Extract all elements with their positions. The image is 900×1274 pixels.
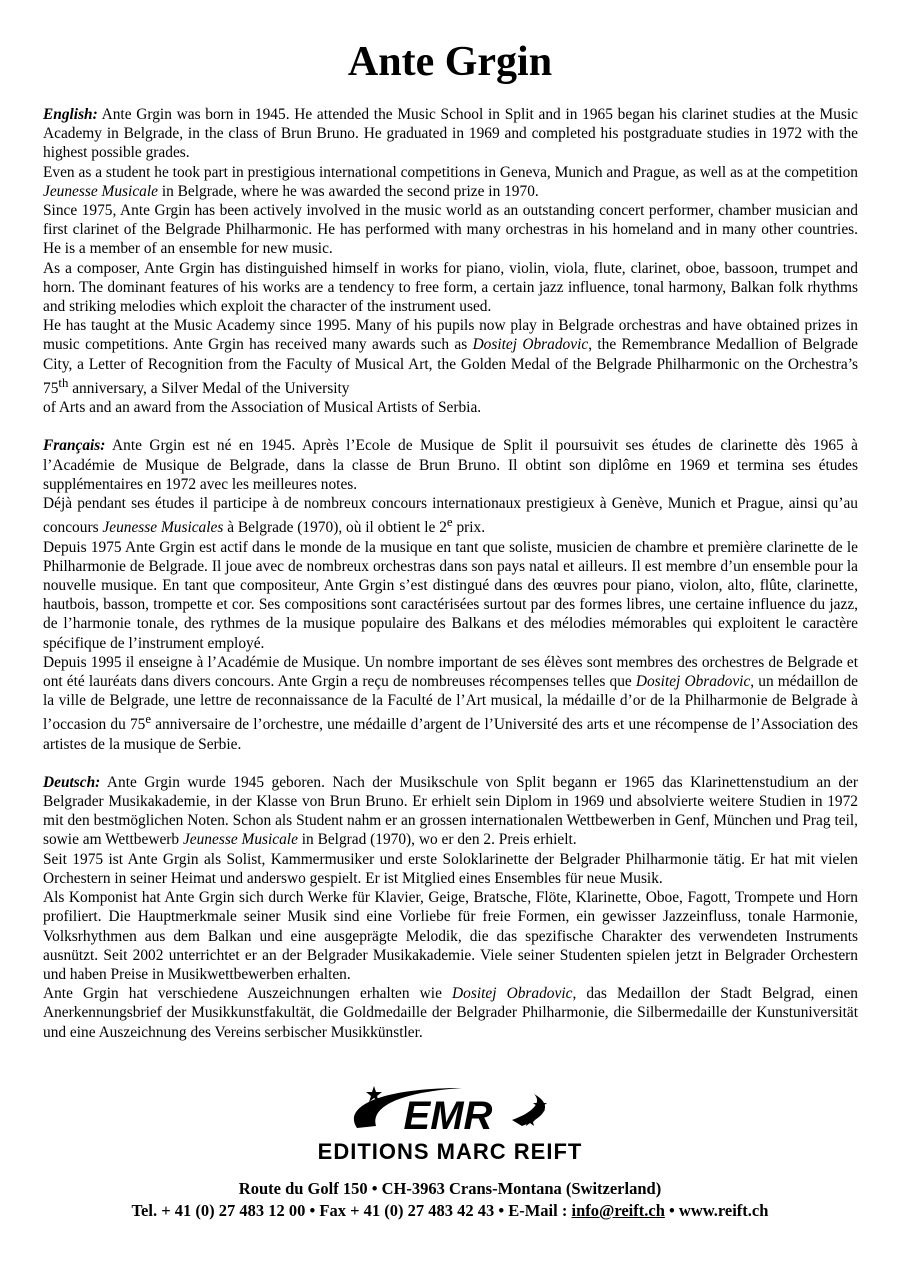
paragraph: Seit 1975 ist Ante Grgin als Solist, Kammermusiker und erste Soloklarinette der Belgrader Philharmonie tätig. Er hat mit vielen Orchestern in seiner Heimat und anderswo gespielt. Er ist Mitglied eines Ensembles für neue Musik.	[43, 850, 858, 887]
emr-logo	[272, 1082, 628, 1164]
paragraph: Depuis 1975 Ante Grgin est actif dans le monde de la musique en tant que soliste, musicien de chambre et première clarinette de le Philharmonie de Belgrade. Il joue avec de nombreux orchestras dans son pays natal et ailleurs. Il est membre d’un ensemble pour la nouvelle musique. En tant que compositeur, Ante Grgin s’est distingué dans des œuvres pour piano, violon, alto, flûte, clarinette, hautbois, basson, trompette et cor. Ses compositions sont caractérisées surtout par des formes libres, une certaine influence du jazz, de l’harmonie tonale, des rythmes de la musique populaire des Balkans et des mélodies mémorables qui exploitent le caractère spécifique de l’instrument employé.	[43, 538, 858, 652]
language-label: Français:	[43, 437, 106, 455]
page-title: Ante Grgin	[347, 39, 553, 85]
paragraph: Deutsch: Ante Grgin wurde 1945 geboren. Nach der Musikschule von Split begann er 1965 das Klarinettenstudium an der Belgrader Musikakademie, in der Klasse von Brun Bruno. Er erhielt sein Diplom in 1969 und absolvierte weitere Studien in 1972 mit den bestmöglichen Noten. Schon als Student nahm er an grossen internationalen Wettbewerben in Genf, München und Prag teil, sowie am Wettbewerb Jeunesse Musicale in Belgrad (1970), wo er den 2. Preis erhielt.	[43, 773, 858, 849]
paragraph: Als Komponist hat Ante Grgin sich durch Werke für Klavier, Geige, Bratsche, Flöte, Klarinette, Oboe, Fagott, Trompete und Horn profiliert. Die Hauptmerkmale seiner Musik sind eine Vorliebe für freie Formen, ein gewisser Jazzeinfluss, tonale Harmonie, Volksrhythmen aus dem Balkan und eine ausgeprägte Melodik, die das spezifische Charakter des verwendeten Instruments ausnützt. Seit 2002 unterrichtet er an der Belgrader Musikakademie. Viele seiner Studenten spielen jetzt in Belgrader Orchestern und haben Preise in Musikwettbewerben erhalten.	[43, 889, 858, 983]
paragraph: Even as a student he took part in prestigious international competitions in Geneva, Munich and Prague, as well as at the competition Jeunesse Musicale in Belgrade, where he was awarded the second prize in 1970.	[43, 163, 858, 200]
language-label: Deutsch:	[43, 773, 101, 791]
contact-line: Tel. + 41 (0) 27 483 12 00 • Fax + 41 (0) 27 483 42 43 • E-Mail : info@reift.ch • www.reift.ch	[131, 1201, 769, 1220]
section-french	[43, 436, 858, 754]
paragraph: Since 1975, Ante Grgin has been actively involved in the music world as an outstanding concert performer, chamber musician and first clarinet of the Belgrade Philharmonic. He has performed with many orchestras in his homeland and in many other countries. He is a member of an ensemble for new music.	[43, 202, 858, 258]
section-english	[43, 105, 858, 417]
document-body	[43, 105, 858, 1061]
paragraph: Ante Grgin hat verschiedene Auszeichnungen erhalten wie Dositej Obradovic, das Medaillon der Stadt Belgrad, einen Anerkennungsbrief der Musikkunstfakultät, die Goldmedaille der Belgrader Philharmonie, die Silbermedaille der Kunstuniversität und eine Auszeichnung des Vereins serbischer Musikkünstler.	[43, 985, 858, 1041]
email-link[interactable]: info@reift.ch	[571, 1201, 665, 1220]
paragraph: Depuis 1995 il enseigne à l’Académie de Musique. Un nombre important de ses élèves sont membres des orchestres de Belgrade et ont été lauréats dans divers concours. Ante Grgin a reçu de nombreuses récompenses telles que Dositej Obradovic, un médaillon de la ville de Belgrade, une lettre de reconnaissance de la Faculté de l’Art musical, la médaille d’or de la Philharmonie de Belgrade à l’occasion du 75e anniversaire de l’orchestre, une médaille d’argent de l’Université des arts et une récompense de l’Association des artistes de la musique de Serbie.	[43, 653, 858, 753]
emr-logo-graphic	[272, 1082, 628, 1164]
paragraph: As a composer, Ante Grgin has distinguished himself in works for piano, violin, viola, flute, clarinet, oboe, bassoon, trumpet and horn. The dominant features of his works are a tendency to free form, a certain jazz influence, tonal harmony, Balkan folk rhythms and striking melodies which exploit the character of the instrument used.	[43, 259, 858, 316]
paragraph: Déjà pendant ses études il participe à de nombreux concours internationaux prestigieux à Genève, Munich et Prague, ainsi qu’au concours Jeunesse Musicales à Belgrade (1970), où il obtient le 2e prix.	[43, 494, 858, 537]
paragraph: English: Ante Grgin was born in 1945. He attended the Music School in Split and in 1965 began his clarinet studies at the Music Academy in Belgrade, in the class of Brun Bruno. He graduated in 1969 and completed his postgraduate studies in 1972 with the highest possible grades.	[43, 106, 858, 162]
publisher-name: EDITIONS MARC REIFT	[317, 1139, 583, 1164]
language-label: English:	[43, 106, 98, 123]
paragraph: Français: Ante Grgin est né en 1945. Après l’Ecole de Musique de Split il poursuivit ses études de clarinette dès 1965 à l’Académie de Musique de Belgrade, dans la classe de Brun Bruno. Il obtint son diplôme en 1969 et termina ses études supplémentaires en 1972 avec les meilleures notes.	[43, 437, 858, 493]
paragraph: of Arts and an award from the Association of Musical Artists of Serbia.	[43, 399, 482, 417]
address-line: Route du Golf 150 • CH-3963 Crans-Montana (Switzerland)	[238, 1179, 662, 1198]
emr-mark: EMR	[403, 1094, 493, 1138]
paragraph: He has taught at the Music Academy since 1995. Many of his pupils now play in Belgrade orchestras and have obtained prizes in music competitions. Ante Grgin has received many awards such as Dositej Obradovic, the Remembrance Medallion of Belgrade City, a Letter of Recognition from the Faculty of Musical Art, the Golden Medal of the Belgrade Philharmonic on the Orchestra’s 75th anniversary, a Silver Medal of the University	[43, 317, 858, 397]
section-german	[43, 773, 858, 1042]
footer-address	[0, 1178, 900, 1222]
